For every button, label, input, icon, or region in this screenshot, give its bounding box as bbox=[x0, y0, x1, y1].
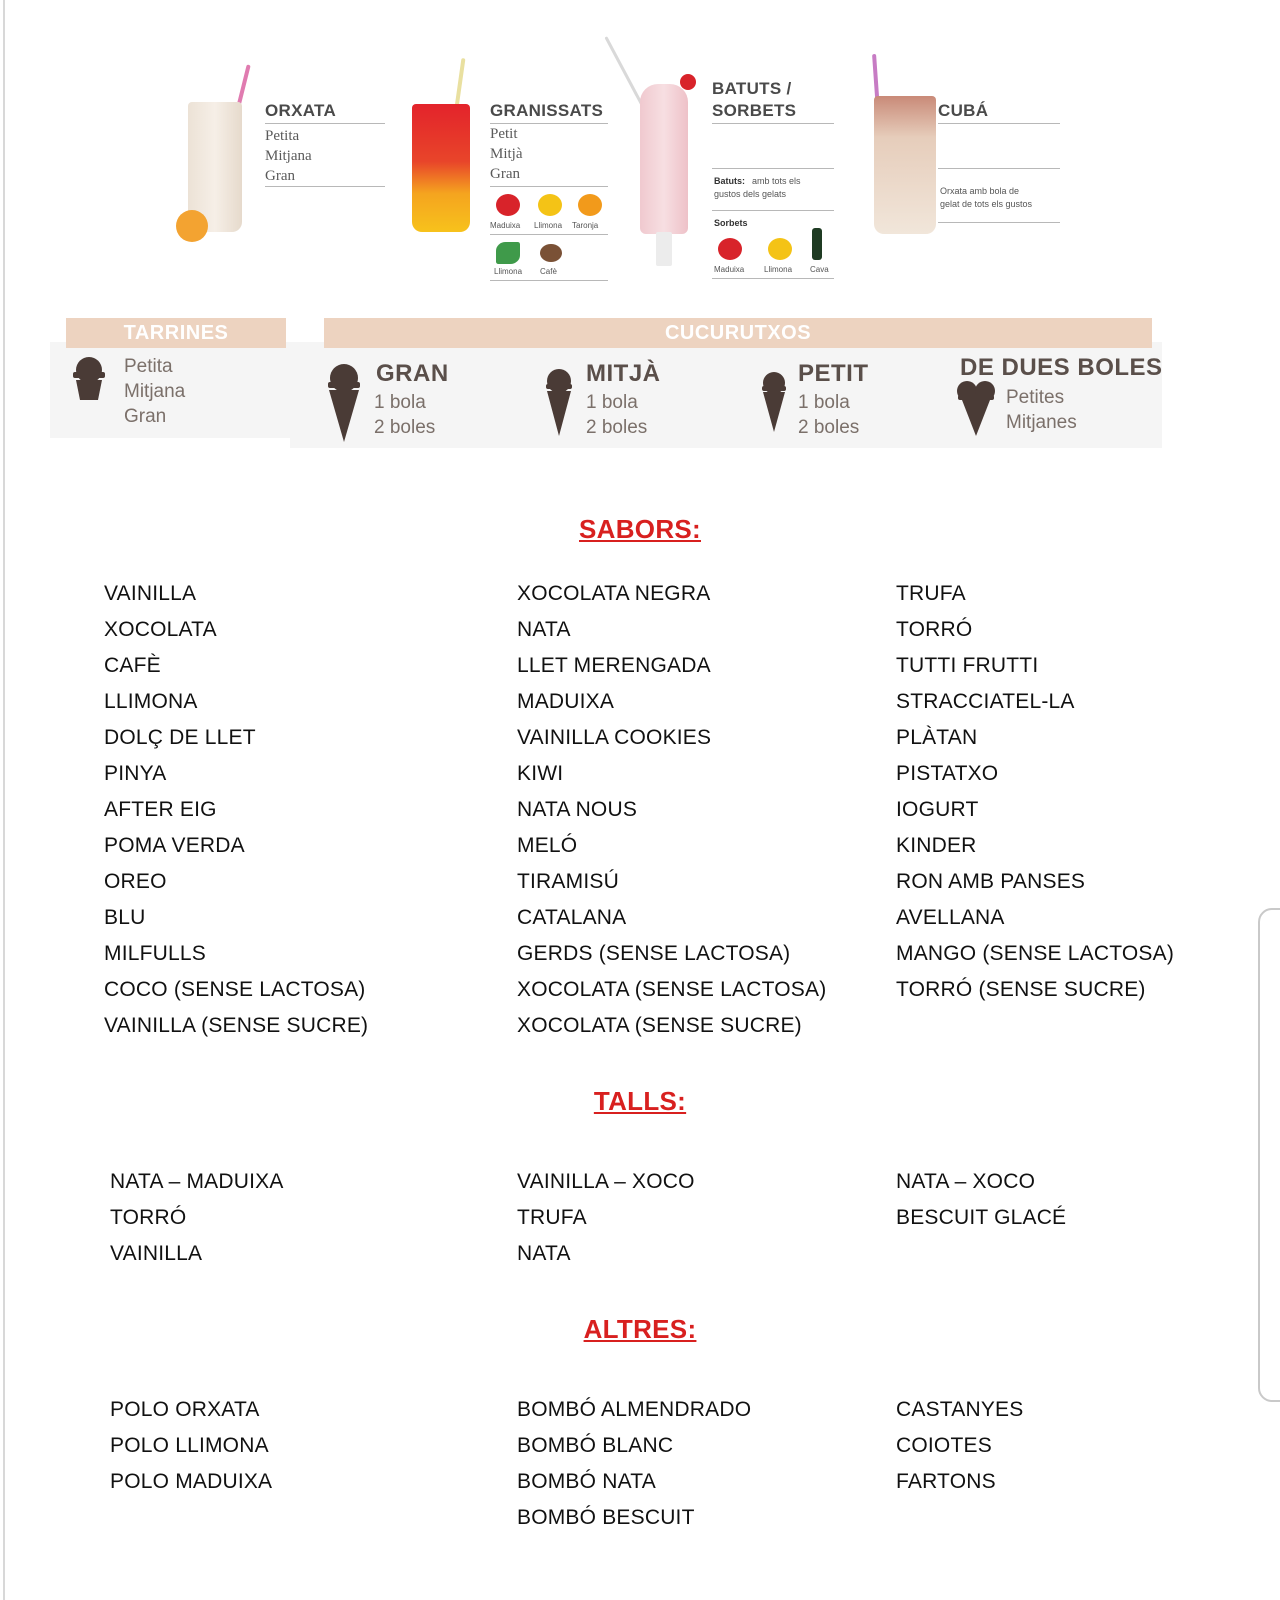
divider bbox=[265, 123, 385, 124]
altres-item: FARTONS bbox=[896, 1470, 996, 1493]
sorbet-flavor-label: Llimona bbox=[764, 265, 793, 274]
cone-size: 1 bola bbox=[798, 392, 850, 413]
cone-size: 1 bola bbox=[374, 392, 426, 413]
granissats-size: Petit bbox=[490, 126, 518, 142]
tarrina-size: Gran bbox=[124, 406, 167, 427]
flavor-item: NATA NOUS bbox=[517, 798, 638, 821]
batut-glass-icon bbox=[640, 84, 688, 234]
altres-item: COIOTES bbox=[896, 1434, 992, 1457]
flavor-item: KIWI bbox=[517, 762, 564, 785]
orxata-size: Gran bbox=[265, 168, 295, 184]
flavor-item: MELÓ bbox=[517, 834, 578, 857]
cone-small-icon bbox=[760, 370, 788, 434]
altres-item: BOMBÓ BESCUIT bbox=[517, 1506, 695, 1529]
cone-double-icon bbox=[956, 378, 996, 438]
flavor-item: AFTER EIG bbox=[104, 798, 217, 821]
sorbet-flavor-label: Maduixa bbox=[714, 265, 745, 274]
cone-size: 1 bola bbox=[586, 392, 638, 413]
lemon-icon bbox=[768, 238, 792, 260]
talls-item: VAINILLA bbox=[110, 1242, 203, 1265]
strawberry-garnish-icon bbox=[680, 74, 696, 90]
granissat-flavor-label: Maduixa bbox=[490, 221, 521, 230]
sabors-column-1 bbox=[104, 576, 368, 1044]
flavor-item: CATALANA bbox=[517, 906, 627, 929]
divider bbox=[938, 222, 1060, 223]
mint-icon bbox=[496, 242, 520, 264]
flavor-item: OREO bbox=[104, 870, 167, 893]
flavor-item: POMA VERDA bbox=[104, 834, 245, 857]
flavor-item: BLU bbox=[104, 906, 146, 929]
flavor-item: NATA bbox=[517, 618, 571, 641]
talls-title: TALLS: bbox=[593, 1086, 687, 1116]
flavor-item: XOCOLATA bbox=[104, 618, 217, 641]
flavor-item: VAINILLA bbox=[104, 582, 197, 605]
cone-title-mitja: MITJÀ bbox=[586, 360, 661, 387]
flavor-item: LLET MERENGADA bbox=[517, 654, 711, 677]
talls-item: NATA – XOCO bbox=[896, 1170, 1036, 1193]
talls-column-1 bbox=[110, 1164, 284, 1272]
strawberry-icon bbox=[496, 194, 520, 216]
talls-item: VAINILLA – XOCO bbox=[517, 1170, 695, 1193]
orxata-title: ORXATA bbox=[265, 101, 337, 120]
batuts-text-line2: gustos dels gelats bbox=[714, 189, 787, 199]
cone-size: 2 boles bbox=[374, 417, 436, 438]
flavor-item: XOCOLATA (SENSE LACTOSA) bbox=[517, 978, 827, 1001]
divider bbox=[712, 123, 834, 124]
divider bbox=[712, 278, 834, 279]
straw-icon bbox=[455, 58, 466, 108]
divider bbox=[938, 123, 1060, 124]
flavor-item: GERDS (SENSE LACTOSA) bbox=[517, 942, 791, 965]
talls-item: TRUFA bbox=[517, 1206, 587, 1229]
granissats-title: GRANISSATS bbox=[490, 101, 604, 120]
tarrina-size: Petita bbox=[124, 356, 173, 377]
divider bbox=[265, 186, 385, 187]
cone-large-icon bbox=[326, 360, 362, 444]
altres-title: ALTRES: bbox=[583, 1314, 697, 1344]
flavor-item: XOCOLATA NEGRA bbox=[517, 582, 711, 605]
tarrina-size: Mitjana bbox=[124, 381, 186, 402]
divider bbox=[938, 168, 1060, 169]
flavor-item: VAINILLA (SENSE SUCRE) bbox=[104, 1014, 369, 1037]
divider bbox=[490, 234, 608, 235]
granissats-size: Gran bbox=[490, 166, 520, 182]
cava-bottle-icon bbox=[812, 228, 822, 260]
page-left-border bbox=[3, 0, 5, 1600]
cuba-description-line2: gelat de tots els gustos bbox=[940, 199, 1033, 209]
altres-item: POLO LLIMONA bbox=[110, 1434, 269, 1457]
lemon-icon bbox=[538, 194, 562, 216]
batuts-title-line2: SORBETS bbox=[712, 101, 797, 120]
tarrines-header: TARRINES bbox=[66, 318, 286, 348]
flavor-item: TORRÓ (SENSE SUCRE) bbox=[896, 978, 1146, 1001]
sorbets-label: Sorbets bbox=[714, 218, 748, 228]
cone-size: Mitjanes bbox=[1006, 412, 1077, 433]
altres-item: POLO MADUIXA bbox=[110, 1470, 273, 1493]
altres-column-3 bbox=[896, 1392, 1023, 1500]
talls-column-2 bbox=[517, 1164, 695, 1272]
altres-item: CASTANYES bbox=[896, 1398, 1024, 1421]
flavor-item: TUTTI FRUTTI bbox=[896, 654, 1039, 677]
granissat-flavor-label: Cafè bbox=[540, 267, 557, 276]
altres-item: BOMBÓ NATA bbox=[517, 1470, 656, 1493]
cone-title-gran: GRAN bbox=[376, 360, 449, 387]
cone-size: 2 boles bbox=[798, 417, 860, 438]
sabors-title: SABORS: bbox=[579, 514, 701, 544]
divider bbox=[712, 168, 834, 169]
flavor-item: MILFULLS bbox=[104, 942, 206, 965]
altres-item: POLO ORXATA bbox=[110, 1398, 260, 1421]
flavor-item: PISTATXO bbox=[896, 762, 999, 785]
flavor-item: TRUFA bbox=[896, 582, 966, 605]
flavor-item: PLÀTAN bbox=[896, 726, 978, 749]
batuts-label: Batuts: bbox=[714, 176, 745, 186]
sense-gluten-badge-icon bbox=[176, 210, 208, 242]
flavor-item: TIRAMISÚ bbox=[517, 870, 619, 893]
batuts-text-line1: amb tots els bbox=[752, 176, 801, 186]
granissat-glass-icon bbox=[412, 104, 470, 232]
cucurutxos-header: CUCURUTXOS bbox=[324, 318, 1152, 348]
flavor-item: CAFÈ bbox=[104, 654, 161, 677]
flavor-item: LLIMONA bbox=[104, 690, 198, 713]
tub-icon bbox=[70, 352, 108, 404]
orange-icon bbox=[578, 194, 602, 216]
flavor-item: STRACCIATEL-LA bbox=[896, 690, 1075, 713]
flavor-item: TORRÓ bbox=[896, 618, 973, 641]
flavor-item: MANGO (SENSE LACTOSA) bbox=[896, 942, 1175, 965]
cone-medium-icon bbox=[544, 366, 574, 438]
sorbet-flavor-label: Cava bbox=[810, 265, 829, 274]
divider bbox=[490, 280, 608, 281]
talls-item: NATA bbox=[517, 1242, 571, 1265]
flavor-item: AVELLANA bbox=[896, 906, 1005, 929]
granissat-flavor-label: Llimona bbox=[534, 221, 563, 230]
cuba-glass-icon bbox=[874, 96, 936, 234]
flavor-item: KINDER bbox=[896, 834, 977, 857]
flavor-item: COCO (SENSE LACTOSA) bbox=[104, 978, 366, 1001]
altres-column-1 bbox=[110, 1392, 272, 1500]
altres-item: BOMBÓ ALMENDRADO bbox=[517, 1398, 752, 1421]
altres-column-2 bbox=[517, 1392, 751, 1536]
sabors-column-2 bbox=[517, 576, 826, 1044]
flavor-item: VAINILLA COOKIES bbox=[517, 726, 712, 749]
talls-item: TORRÓ bbox=[110, 1206, 187, 1229]
side-scroll-tab[interactable] bbox=[1258, 908, 1280, 1402]
flavor-item: DOLÇ DE LLET bbox=[104, 726, 256, 749]
divider bbox=[490, 186, 608, 187]
flavor-item: MADUIXA bbox=[517, 690, 615, 713]
sabors-column-3 bbox=[896, 576, 1174, 1008]
flavor-item: RON AMB PANSES bbox=[896, 870, 1086, 893]
talls-item: NATA – MADUIXA bbox=[110, 1170, 284, 1193]
granissats-size: Mitjà bbox=[490, 146, 523, 162]
cone-title-dues-boles: DE DUES BOLES bbox=[960, 354, 1163, 381]
talls-item: BESCUIT GLACÉ bbox=[896, 1206, 1067, 1229]
batut-glass-stem bbox=[656, 232, 672, 266]
flavor-item: IOGURT bbox=[896, 798, 979, 821]
talls-column-3 bbox=[896, 1164, 1066, 1236]
cone-size: 2 boles bbox=[586, 417, 648, 438]
cuba-description-line1: Orxata amb bola de bbox=[940, 186, 1020, 196]
coffee-bean-icon bbox=[540, 244, 562, 262]
flavor-item: PINYA bbox=[104, 762, 167, 785]
cone-title-petit: PETIT bbox=[798, 360, 869, 387]
flavor-item: XOCOLATA (SENSE SUCRE) bbox=[517, 1014, 802, 1037]
divider bbox=[712, 210, 834, 211]
cone-size: Petites bbox=[1006, 387, 1065, 408]
granissat-flavor-label: Llimona bbox=[494, 267, 523, 276]
orxata-size: Mitjana bbox=[265, 148, 312, 164]
cuba-title: CUBÁ bbox=[938, 101, 989, 120]
strawberry-icon bbox=[718, 238, 742, 260]
batuts-title-line1: BATUTS / bbox=[712, 79, 792, 98]
orxata-size: Petita bbox=[265, 128, 300, 144]
altres-item: BOMBÓ BLANC bbox=[517, 1434, 674, 1457]
granissat-flavor-label: Taronja bbox=[572, 221, 599, 230]
